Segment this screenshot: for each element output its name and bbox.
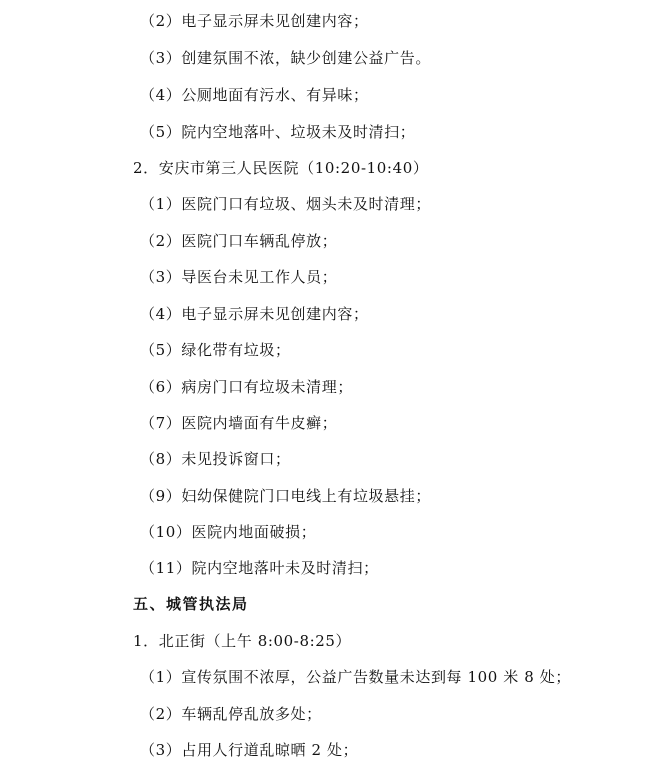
list-item: （7）医院内墙面有牛皮癣； <box>140 414 338 432</box>
list-item: （2）电子显示屏未见创建内容； <box>140 12 369 30</box>
section-heading: 五、城管执法局 <box>133 595 249 613</box>
list-item: （2）车辆乱停乱放多处； <box>140 705 322 723</box>
list-item: （6）病房门口有垃圾未清理； <box>140 378 353 396</box>
list-item: （5）绿化带有垃圾； <box>140 341 291 359</box>
list-item: （10）医院内地面破损； <box>140 523 317 541</box>
list-item: （9）妇幼保健院门口电线上有垃圾悬挂； <box>140 487 431 505</box>
list-item: （4）电子显示屏未见创建内容； <box>140 305 369 323</box>
list-item: （1）医院门口有垃圾、烟头未及时清理； <box>140 195 431 213</box>
list-item: （3）导医台未见工作人员； <box>140 268 338 286</box>
list-item: （3）占用人行道乱晾晒 2 处； <box>140 741 359 759</box>
list-item: （8）未见投诉窗口； <box>140 450 291 468</box>
list-item: （4）公厕地面有污水、有异味； <box>140 86 369 104</box>
section-subheading: 1．北正街（上午 8:00-8:25） <box>133 632 352 650</box>
list-item: （3）创建氛围不浓，缺少创建公益广告。 <box>140 49 431 67</box>
list-item: （11）院内空地落叶未及时清扫； <box>140 559 379 577</box>
section-subheading: 2．安庆市第三人民医院（10:20-10:40） <box>133 159 429 177</box>
list-item: （1）宣传氛围不浓厚，公益广告数量未达到每 100 米 8 处； <box>140 668 571 686</box>
list-item: （2）医院门口车辆乱停放； <box>140 232 338 250</box>
list-item: （5）院内空地落叶、垃圾未及时清扫； <box>140 123 416 141</box>
